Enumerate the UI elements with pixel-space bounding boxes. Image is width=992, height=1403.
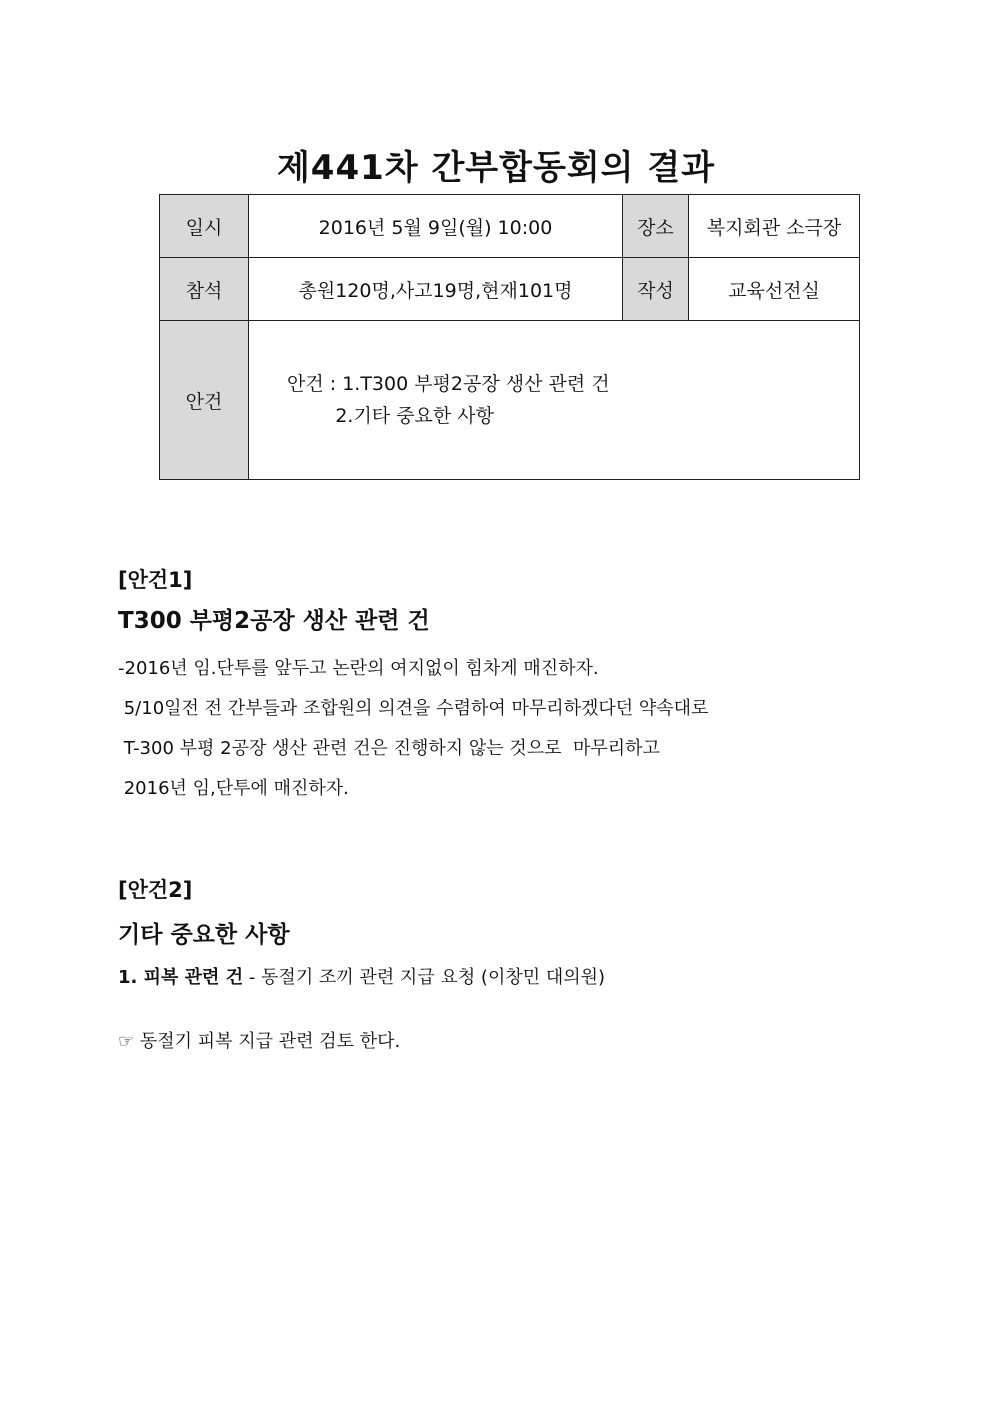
writer-label: 작성 <box>623 258 689 321</box>
date-label: 일시 <box>160 195 249 258</box>
section1-line-3: T-300 부평 2공장 생산 관련 건은 진행하지 않는 것으로 마무리하고 <box>118 738 660 759</box>
place-value: 복지회관 소극장 <box>689 195 860 258</box>
section2-item-1-desc: - 동절기 조끼 관련 지급 요청 (이창민 대의원) <box>243 967 606 988</box>
agenda-label: 안건 <box>160 321 249 480</box>
section2-item-1 <box>118 963 878 989</box>
date-value: 2016년 5월 9일(월) 10:00 <box>249 195 623 258</box>
section2-tag: [안건2] <box>118 878 193 902</box>
agenda-line-2: 2.기타 중요한 사항 <box>287 405 495 427</box>
section2-note: ☞ 동절기 피복 지급 관련 검토 한다. <box>118 1031 401 1052</box>
section1-heading: T300 부평2공장 생산 관련 건 <box>118 608 430 634</box>
section1-line-2: 5/10일전 전 간부들과 조합원의 의견을 수렴하여 마무리하겠다던 약속대로 <box>118 698 709 719</box>
attend-label: 참석 <box>160 258 249 321</box>
section1-line-4: 2016년 임,단투에 매진하자. <box>118 778 349 799</box>
writer-value: 교육선전실 <box>689 258 860 321</box>
section2 <box>118 874 878 1053</box>
section2-item-1-title: 1. 피복 관련 건 <box>118 967 244 988</box>
section2-heading: 기타 중요한 사항 <box>118 922 290 948</box>
page-title: 제441차 간부합동회의 결과 <box>276 148 716 188</box>
place-label: 장소 <box>623 195 689 258</box>
attend-value: 총원120명,사고19명,현재101명 <box>249 258 623 321</box>
agenda-cell <box>249 321 860 480</box>
meeting-info-table <box>159 194 860 480</box>
section1-line-1: -2016년 임.단투를 앞두고 논란의 여지없이 힘차게 매진하자. <box>118 658 599 679</box>
agenda-line-1: 안건 : 1.T300 부평2공장 생산 관련 건 <box>287 373 610 395</box>
section1-tag: [안건1] <box>118 568 193 592</box>
section1 <box>118 564 878 809</box>
